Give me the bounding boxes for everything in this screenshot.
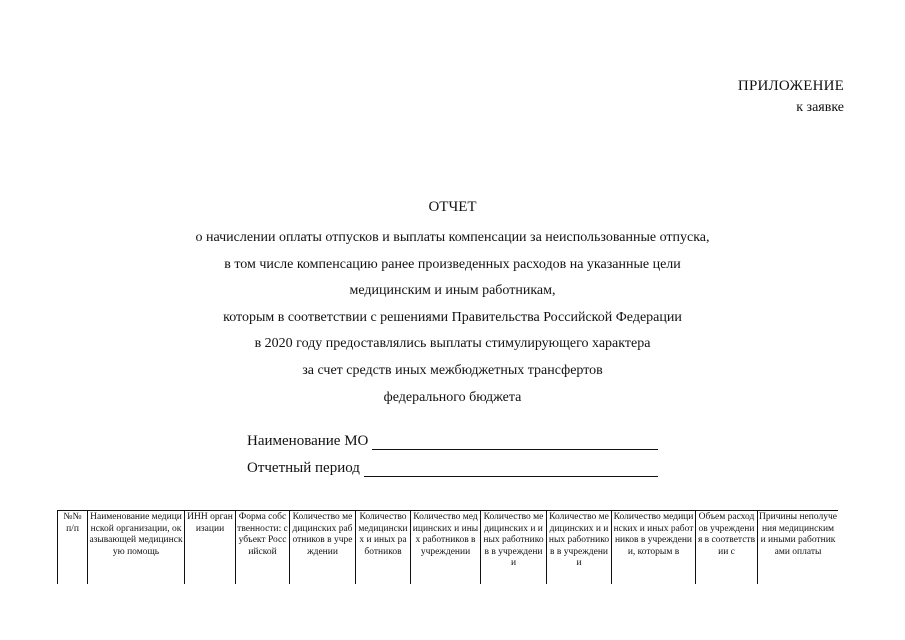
mo-name-label: Наименование МО [247, 433, 369, 449]
period-blank[interactable] [364, 462, 658, 477]
column-header: Наименование медицинской организации, оказывающей медицинскую помощь [88, 511, 185, 585]
report-line: медицинским и иным работникам, [349, 283, 556, 299]
period-field [247, 459, 658, 477]
column-header: Количество медицинских и иных работников в учреждении, которым в [612, 511, 696, 585]
table-header-row [58, 511, 839, 585]
column-header: ИНН организации [185, 511, 236, 585]
period-label: Отчетный период [247, 460, 360, 476]
appendix-sub: к заявке [796, 100, 844, 115]
column-header: Количество медицинских и иных работников в учреждении [547, 511, 612, 585]
report-line: о начислении оплаты отпусков и выплаты компенсации за неиспользованные отпуска, [195, 230, 710, 245]
mo-name-field [247, 432, 658, 450]
column-header: Количество медицинских и иных работников [356, 511, 411, 585]
appendix-header [738, 76, 844, 117]
column-header: Количество медицинских и иных работников в учреждении [411, 511, 481, 585]
column-header: Причины неполучения медицинским и иными работниками оплаты [758, 511, 839, 585]
report-title [0, 197, 905, 411]
report-line: которым в соответствии с решениями Правительства Российской Федерации [223, 309, 682, 325]
column-header: Объем расходов учреждения в соответствии с [696, 511, 758, 585]
report-line: в том числе компенсацию ранее произведенных расходов на указанные цели [224, 256, 681, 272]
report-line: в 2020 году предоставлялись выплаты стимулирующего характера [254, 336, 651, 352]
report-line: федерального бюджета [383, 389, 522, 405]
column-header: Форма собственности: субъект Российской [236, 511, 290, 585]
column-header: Количество медицинских и иных работников в учреждении [481, 511, 547, 585]
report-table [57, 510, 838, 584]
column-header: №№ п/п [58, 511, 88, 585]
column-header: Количество медицинских работников в учреждении [290, 511, 356, 585]
report-heading: ОТЧЕТ [428, 199, 477, 215]
appendix-label: ПРИЛОЖЕНИЕ [737, 78, 844, 94]
mo-name-blank[interactable] [372, 435, 658, 450]
report-line: за счет средств иных межбюджетных трансфертов [302, 362, 603, 378]
